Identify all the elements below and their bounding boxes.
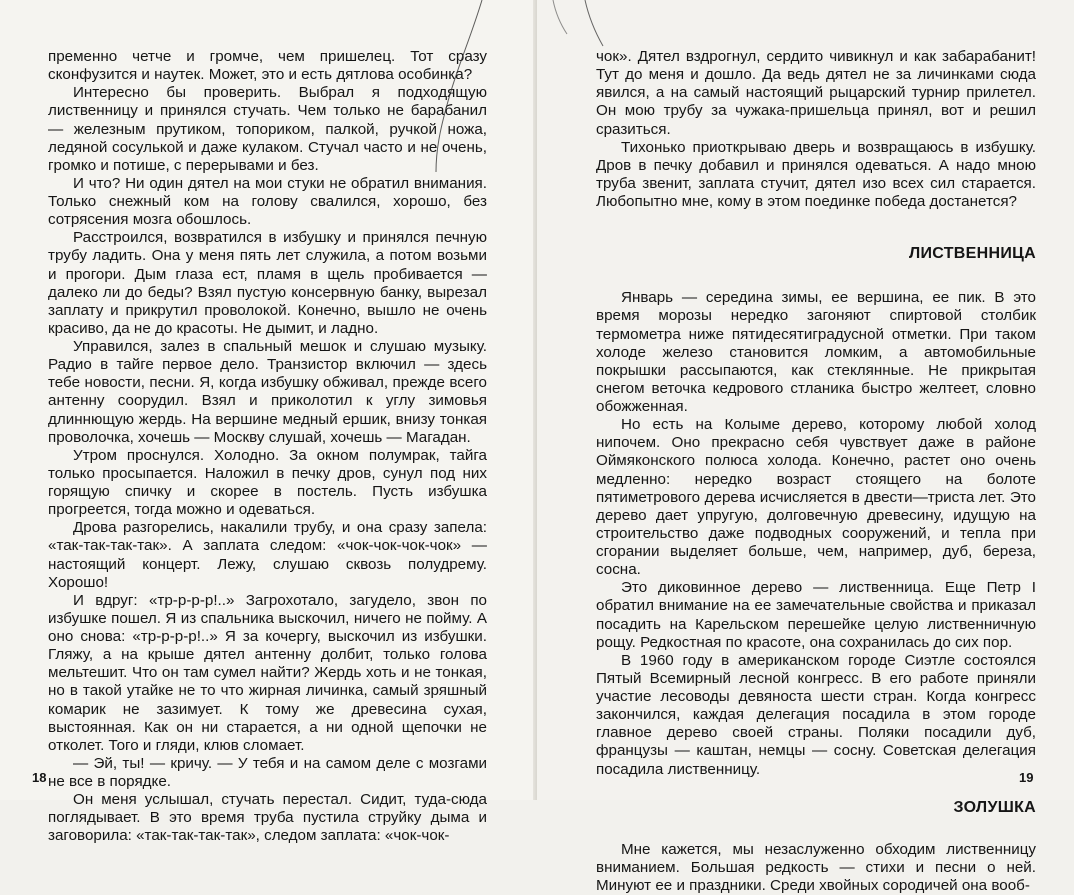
section-heading-cinderella: ЗОЛУШКА: [953, 798, 1036, 816]
paragraph: И вдруг: «тр-р-р-р!..» Загрохотало, загудело, звон по избушке пошел. Я из спальника выскочил, ничего не пойму. А оно снова: «тр-р-р-р!..» Я за кочергу, выскочил из избушки. Гляжу, а на крыше дятел антенну долбит, только голова мельтешит. Что он там сумел найти? Жердь хоть и не тонкая, но в такой утайке не то что жирная личинка, самый зряшный комарик не зазимует. К тому же древесина сухая, выстоянная. Как он ни старается, а ни одной щепочки не отколет. Того и гляди, клюв сломает.: [48, 591, 487, 754]
paragraph: Он меня услышал, стучать перестал. Сидит, туда-сюда поглядывает. В это время труба пустила струйку дыма и заговорила: «так-так-так-так», следом заплата: «чок-чок-: [48, 791, 487, 845]
left-page: [0, 0, 537, 845]
paragraph: Управился, залез в спальный мешок и слушаю музыку. Радио в тайге первое дело. Транзистор включил — здесь тебе новости, песни. Я, когда избушку обживал, прежде всего антенну соорудил. Взял и приколотил к углу зимовья длиннющую жердь. На вершине медный ершик, внизу тонкая проволочка, хочешь — Москву слушай, хочешь — Магадан.: [48, 338, 487, 446]
paragraph: Тихонько приоткрываю дверь и возвращаюсь в избушку. Дров в печку добавил и принялся одеваться. А надо мною труба звенит, заплата стучит, дятел изо всех сил старается. Любопытно мне, кому в этом поединке победа достанется?: [596, 138, 1036, 210]
paragraph: чок». Дятел вздрогнул, сердито чивикнул и как забарабанит! Тут до меня и дошло. Да ведь дятел не за личинками сюда явился, а на самый настоящий рыцарский турнир прилетел. Он мою трубу за чужака-пришельца принял, вот и решил сразиться.: [596, 48, 1036, 138]
section-heading-larch: ЛИСТВЕННИЦА: [908, 245, 1036, 263]
paragraph: Утром проснулся. Холодно. За окном полумрак, тайга только просыпается. Наложил в печку дров, сунул под них горящую спичку и скорее в постель. Пусть избушка прогреется, тогда можно и одеваться.: [48, 446, 487, 519]
paragraph: В 1960 году в американском городе Сиэтле состоялся Пятый Всемирный лесной конгресс. В его работе приняли участие лесоводы девяноста шести стран. Когда конгресс закончился, каждая делегация посадила в этом городе главное дерево своей страны. Поляки посадили дуб, французы — каштан, немцы — сосну. Советская делегация посадила лиственницу.: [596, 651, 1036, 778]
paragraph: Мне кажется, мы незаслуженно обходим лиственницу вниманием. Большая редкость — стихи и песни о ней. Минуют ее и праздники. Среди хвойных сородичей она вооб-: [596, 840, 1036, 894]
paragraph: Но есть на Колыме дерево, которому любой холод нипочем. Оно прекрасно себя чувствует даже в районе Оймяконского полюса холода. Конечно, растет оно очень медленно: нередко возраст стоящего на болоте пятиметрового дерева исчисляется в двести—триста лет. Это дерево дает упругую, долговечную древесину, идущую на строительство даже подводных сооружений, и тепла при сгорании выделяет больше, чем, например, дуб, береза, сосна.: [596, 416, 1036, 579]
paragraph: Расстроился, возвратился в избушку и принялся печную трубу ладить. Она у меня пять лет служила, а потом возьми и прогори. Дым глаза ест, пламя в щель пробивается — далеко ли до беды? Взял пустую консервную банку, вырезал заплату и прикрутил проволокой. Конечно, вышло не очень красиво, да не до красоты. Не дымит, и ладно.: [48, 229, 487, 337]
paragraph: Это диковинное дерево — лиственница. Еще Петр I обратил внимание на ее замечательные свойства и приказал посадить на Карельском перешейке целую лиственничную рощу. Редкостная по красоте, она сохранилась до сих пор.: [596, 579, 1036, 651]
paragraph: Дрова разгорелись, накалили трубу, и она сразу запела: «так-так-так-так». А заплата следом: «чок-чок-чок-чок» — настоящий концерт. Лежу, слушаю сквозь полудрему. Хорошо!: [48, 519, 487, 591]
right-page: [537, 0, 1074, 894]
right-text-column: [596, 48, 1036, 895]
page-number: 18: [32, 770, 47, 785]
paragraph: И что? Ни один дятел на мои стуки не обратил внимания. Только снежный ком на голову свалился, хорошо, без сотрясения мозга обошлось.: [48, 174, 487, 229]
page-number: 19: [1019, 770, 1034, 785]
left-text-column: [48, 48, 487, 846]
paragraph: Январь — середина зимы, ее вершина, ее пик. В это время морозы нередко загоняют спиртовой столбик термометра ниже пятидесятиградусной отметки. При таком холоде железо становится ломким, а автомобильные покрышки рассыпаются, как стеклянные. Не прикрытая снегом веточка кедрового стланика быстро желтеет, словно обожженная.: [596, 289, 1036, 415]
paragraph: — Эй, ты! — кричу. — У тебя и на самом деле с мозгами не все в порядке.: [48, 754, 487, 790]
paragraph: пременно четче и громче, чем пришелец. Тот сразу сконфузится и наутек. Может, это и есть дятлова особинка?: [48, 48, 487, 84]
paragraph: Интересно бы проверить. Выбрал я подходящую лиственницу и принялся стучать. Чем только не барабанил — железным прутиком, топориком, палкой, ручкой ножа, ледяной сосулькой и даже кулаком. Стучал часто и не очень, громко и потише, с перерывами и без.: [48, 84, 487, 174]
